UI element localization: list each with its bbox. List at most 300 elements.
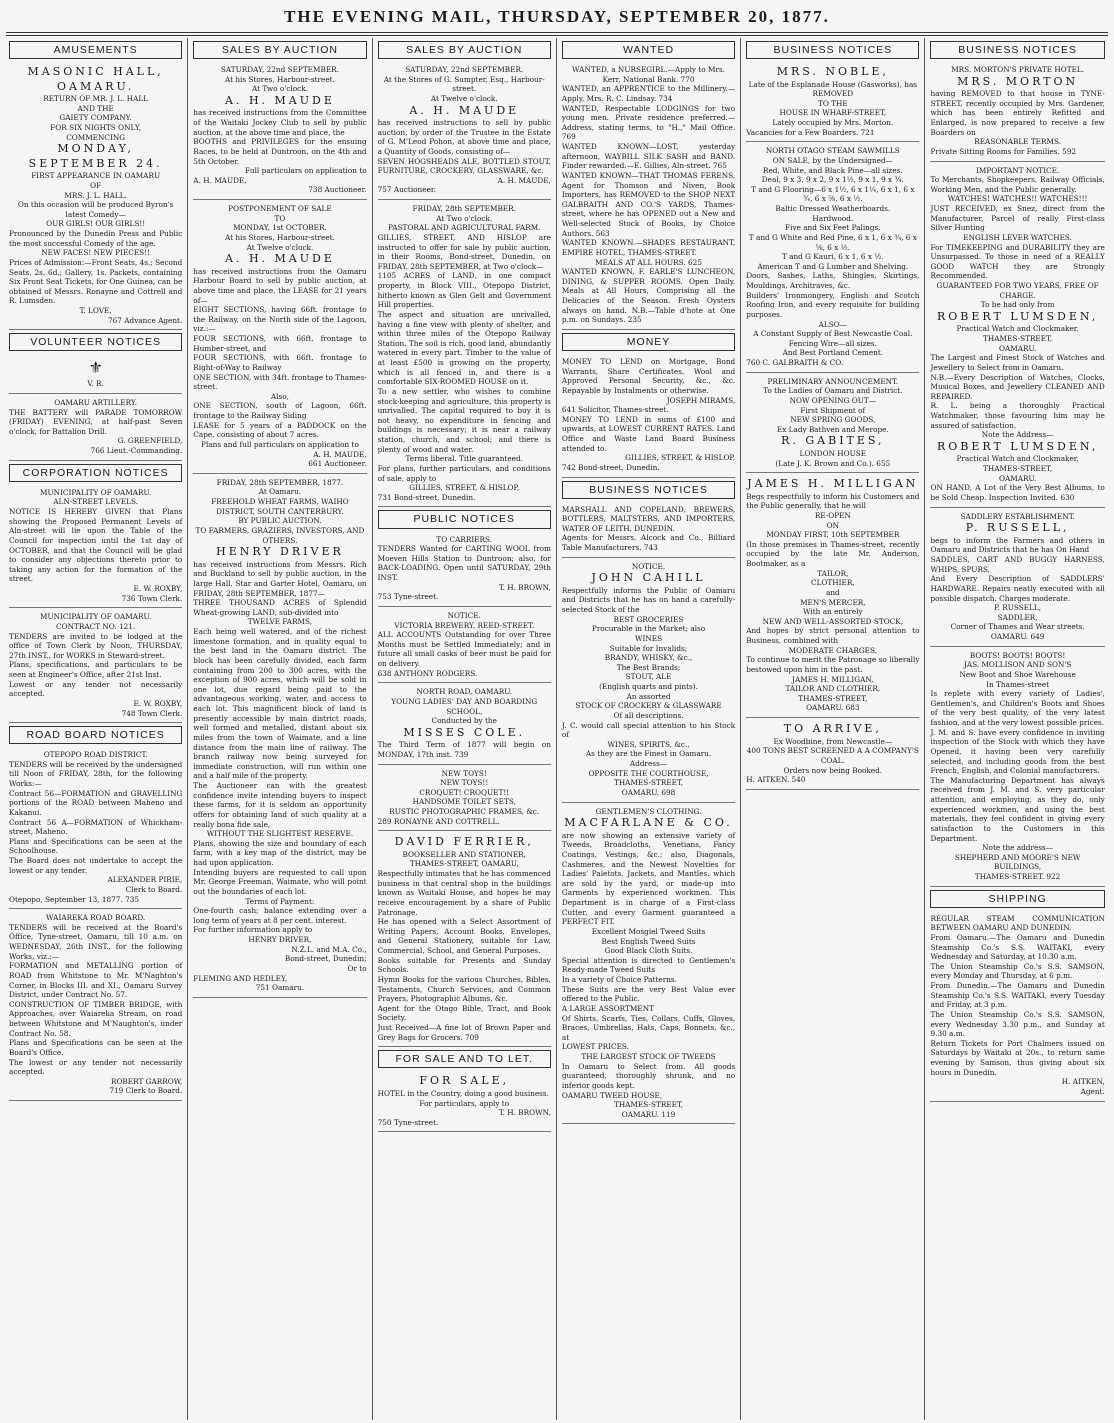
advertisement bbox=[378, 767, 551, 832]
ad-line: MISSES COLE. bbox=[403, 725, 526, 739]
advertisement bbox=[930, 649, 1104, 887]
section-heading: AMUSEMENTS bbox=[9, 41, 182, 59]
ad-line: 757 Auctioneer. bbox=[377, 185, 436, 195]
section-heading: SHIPPING bbox=[930, 890, 1104, 908]
ad-line: These Suits are the very Best Value ever offered to the Public. bbox=[561, 984, 736, 1004]
ad-line: Books suitable for Presents and Sunday Schools. bbox=[377, 955, 551, 975]
advertisement bbox=[378, 63, 551, 200]
ad-line: 641 Solicitor, Thames-street. bbox=[561, 405, 669, 415]
ad-line: JAS. MOLLISON AND SON'S bbox=[963, 660, 1072, 670]
ad-line: PRELIMINARY ANNOUNCEMENT. bbox=[767, 376, 899, 386]
ad-line: Agent. bbox=[1080, 1086, 1105, 1096]
ad-line: GENTLEMEN'S CLOTHING. bbox=[595, 806, 702, 816]
ad-line: The Largest and Finest Stock of Watches and Jewellery to Select from in Oamaru. bbox=[930, 353, 1105, 372]
ad-line: Full particulars on application to bbox=[244, 166, 367, 176]
ad-line: SATURDAY, 22nd SEPTEMBER. bbox=[220, 65, 339, 75]
ad-line: THAMES-STREET, bbox=[798, 693, 868, 703]
ad-line: Address— bbox=[629, 759, 668, 769]
ad-line: Note the address— bbox=[982, 843, 1054, 853]
ad-line: MONDAY FIRST, 10th SEPTEMBER bbox=[766, 530, 900, 540]
ad-line: A LARGE ASSORTMENT bbox=[561, 1003, 654, 1013]
crest-icon: ⚜ bbox=[88, 358, 103, 378]
ad-line: NEW TOYS!! bbox=[440, 778, 489, 788]
column-6 bbox=[925, 38, 1109, 1420]
ad-line: As they are the Finest in Oamaru. bbox=[585, 749, 712, 759]
ad-line: THAMES-STREET, bbox=[983, 334, 1053, 344]
advertisement bbox=[9, 486, 182, 609]
ad-line: FLEMING AND HEDLEY, bbox=[193, 973, 288, 983]
ad-line: Note the Address— bbox=[981, 430, 1054, 440]
ad-line: Intending buyers are requested to call upon Mr. George Freeman, Waimate, who will point out the boundaries of each lot. bbox=[193, 867, 367, 896]
ad-line: WANTED, Respectable LODGINGS for two young men. Private residence preferred.—Address, stating terms, to "H.," Mail Office. 769 bbox=[561, 103, 736, 142]
ad-line: To continue to merit the Patronage so liberally bestowed upon him in the past. bbox=[746, 655, 920, 674]
ad-line: Return Tickets for Port Chalmers issued on Saturdays by Waitaki at 20s., to return same evening by Samson, thus giving about six hours in Dunedin. bbox=[930, 1038, 1105, 1077]
section-heading: BUSINESS NOTICES bbox=[746, 41, 919, 59]
advertisement bbox=[746, 144, 919, 372]
section-heading: MONEY bbox=[562, 333, 735, 351]
ad-line: ALL ACCOUNTS Outstanding for over Three Months must be Settled Immediately; and in future all small casks of beer must be paid for on delivery. bbox=[377, 630, 551, 669]
ad-line: NOTICE. bbox=[447, 610, 481, 620]
ad-line: Conducted by the bbox=[431, 716, 497, 726]
ad-line: Plans and Specifications can be seen at the Board's Office. bbox=[9, 1038, 183, 1057]
advertisement bbox=[746, 63, 919, 142]
ad-line: HOTEL in the Country, doing a good business. bbox=[377, 1088, 549, 1098]
ad-line: Of Shirts, Scarfs, Ties, Collars, Cuffs, Gloves, Braces, Umbrellas, Hats, Caps, Bonnets, &c., at bbox=[561, 1013, 736, 1042]
ad-line: 753 Tyne-street. bbox=[377, 592, 439, 602]
ad-line: RE-OPEN bbox=[814, 510, 851, 520]
ad-line: BEST GROCERIES bbox=[613, 614, 684, 624]
ad-line: THE BATTERY will PARADE TOMORROW (FRIDAY) EVENING, at half-past Seven o'clock, for Battalion Drill. bbox=[9, 407, 183, 436]
ad-line: FREEHOLD WHEAT FARMS, WAIHO DISTRICT, SOUTH CANTERBURY. bbox=[211, 497, 349, 516]
ad-line: THE LARGEST STOCK OF TWEEDS bbox=[581, 1052, 716, 1062]
ad-line: SATURDAY, 22nd SEPTEMBER. bbox=[405, 65, 524, 75]
ad-line: He has opened with a Select Assortment of Writing Papers, Account Books, Envelopes, and General Stationery, suitable for Law, Commercial, School, and General Purposes. bbox=[377, 917, 551, 956]
advertisement bbox=[9, 748, 182, 909]
ad-line: has received instructions from the Committee of the Waitaki Jockey Club to sell by public auction, at the above time and place, the bbox=[193, 108, 367, 137]
ad-line: 760 C. GALBRAITH & CO. bbox=[746, 358, 844, 368]
ad-line: WANTED KNOWN, F. EARLE'S LUNCHEON, DINING, & SUPPER ROOMS. Open Daily. Meals at All Hours, Comprising all the Delicacies of the Season. Fresh Oysters always on hand. N.B.—Table d'hote at One p.m. on Sundays. 235 bbox=[561, 267, 736, 325]
ad-line: Best English Tweed Suits bbox=[601, 936, 696, 946]
ad-line: (English quarts and pints). bbox=[599, 682, 698, 692]
ad-line: WINES bbox=[634, 633, 663, 643]
ad-line: MONEY TO LEND on Mortgage, Bond Warrants, Share Certificates, Wool and Approved Personal Security, &c., &c. Repayable by Instalments or otherwise. bbox=[561, 357, 736, 395]
advertisement bbox=[193, 202, 366, 474]
ad-line: (In those premises in Thames-street, recently occupied by the late Mr. Anderson, Bootmaker, as a bbox=[746, 539, 920, 569]
ad-line: MONDAY, SEPTEMBER 24. bbox=[28, 142, 163, 170]
ad-line: Clerk to Board. bbox=[125, 884, 183, 894]
ad-line: ON HAND, A Lot of the Very Best Albums, to be Sold Cheap. Inspection Invited. 630 bbox=[930, 483, 1105, 502]
ad-line: The aspect and situation are unrivalled, having a fine view with plenty of shelter, and within three miles of the Otepopo Railway Station. The soil is rich, good land, abundantly watered in every part. Timber to the value of at least £500 is growing on the property, which is all fenced in, and there is a comfortable SIX-ROOMED HOUSE on it. bbox=[377, 309, 551, 387]
ad-line: NEW AND WELL-ASSORTED STOCK, bbox=[762, 616, 904, 626]
ad-line: OAMARU. 649 bbox=[990, 632, 1045, 641]
ad-line: TAILOR AND CLOTHIER, bbox=[785, 684, 881, 694]
ad-line: OPPOSITE THE COURTHOUSE, bbox=[588, 768, 709, 778]
ad-line: TENDERS will be received at the Board's Office, Tyne-street, Oamaru, till 10 a.m. on WEDNESDAY, 26th INST., for the following Works, viz.:— bbox=[9, 922, 183, 961]
ad-line: 767 Advance Agent. bbox=[108, 315, 183, 325]
ad-line: At Oamaru. bbox=[258, 487, 302, 497]
ad-line: The Auctioneer can with the greatest confidence invite intending buyers to inspect these farms, for it is seldom an opportunity offers for obtaining land of such quality at a really bona fide sale, bbox=[193, 781, 367, 829]
ad-line: MODERATE CHARGES, bbox=[788, 645, 878, 655]
ad-line: Terms liberal. Title guaranteed. bbox=[405, 454, 523, 464]
ad-line: YOUNG LADIES' DAY AND BOARDING SCHOOL, bbox=[391, 696, 538, 716]
ad-line: Each being well watered, and of the richest limestone formation, and in quality equal to the best land in the Oamaru district. The block has been carefully divided, each farm containing from 200 to 300 acres, with the exception of 900 acres, which will be sold in one lot, due regard being paid to the advantageous working, water, and access to each lot. This magnificent block of land is presently accessible by main district roads, well formed and metalled, distant about six miles from the town of Waimate, and a line distance from the main line of railway. The branch railway now being surveyed for immediate construction, will run within one and a half mile of the property. bbox=[193, 627, 367, 781]
ad-line: JAMES H. MILLIGAN bbox=[747, 477, 919, 491]
ad-line: NOTICE. bbox=[631, 561, 666, 571]
ad-line: NEW SPRING GOODS, bbox=[790, 415, 876, 425]
advertisement bbox=[930, 164, 1104, 508]
advertisement bbox=[378, 833, 551, 1047]
ad-line: A. H. MAUDE, bbox=[193, 175, 247, 185]
ad-line: 742 Bond-street, Dunedin. bbox=[561, 462, 660, 472]
ad-line: Bond-street, Dunedin; bbox=[284, 954, 367, 964]
ad-line: THAMES-STREET, OAMARU, bbox=[409, 859, 519, 869]
section-heading: CORPORATION NOTICES bbox=[9, 464, 182, 482]
masthead-rule bbox=[6, 32, 1108, 33]
ad-line: RETURN OF MR. J. L. HALL bbox=[43, 94, 149, 104]
ad-line: Respectfully intimates that he has commenced business in that central shop in the buildings known as Waitaki House, and hopes he may receive encouragement by a share of Public Patronage. bbox=[377, 869, 551, 917]
ad-line: At Two o'clock. bbox=[436, 213, 493, 223]
ad-line: 638 ANTHONY RODGERS. bbox=[377, 668, 478, 678]
ad-line: Plans, showing the size and boundary of each farm, with a key map of the district, may be had upon application. bbox=[193, 838, 367, 868]
ad-line: Practical Watch and Clockmaker, bbox=[956, 454, 1079, 464]
ad-line: GILLIES, STREET, & HISLOP, bbox=[625, 453, 736, 463]
ad-line: 289 RONAYNE AND COTTRELL. bbox=[377, 816, 500, 826]
ad-line: ON SALE, by the Undersigned— bbox=[772, 155, 893, 165]
ad-line: OF bbox=[90, 180, 102, 190]
ad-line: And hopes by strict personal attention to Business, combined with bbox=[746, 626, 920, 646]
ad-line: SHEPHERD AND MOORE'S NEW BUILDINGS, bbox=[954, 852, 1081, 872]
ad-line: POSTPONEMENT OF SALE bbox=[228, 204, 332, 214]
ad-line: Red, White, and Black Pine—all sizes. bbox=[763, 165, 903, 175]
ad-line: Begs respectfully to inform his Customers and the Public generally, that he will bbox=[746, 491, 920, 511]
ad-line: MEN'S MERCER, bbox=[800, 597, 866, 607]
royal-cipher bbox=[9, 355, 182, 394]
ad-line: N.B.—Every Description of Watches, Clocks, Musical Boxes, and Jewellery CLEANED AND REPAIRED. bbox=[930, 372, 1105, 401]
ad-line: The Union Steamship Co.'s S.S. SAMSON, every Monday and Thursday, at 6 p.m. bbox=[930, 961, 1105, 981]
ad-line: CONSTRUCTION OF TIMBER BRIDGE, with Approaches, over Waiareka Stream, on road between Whitstone and M'Naughton's, under Contract No. 58. bbox=[9, 999, 183, 1038]
ad-line: Hymn Books for the various Churches, Bibles, Testaments, Church Services, and Common Prayers, Photographic Albums, &c. bbox=[377, 974, 551, 1004]
ad-line: CLOTHIER, bbox=[811, 578, 855, 588]
ad-line: From Oamaru.—The Oamaru and Dunedin Steamship Co.'s S.S. WAITAKI, every Wednesday and Saturday, at 10.30 a.m. bbox=[930, 932, 1105, 962]
ad-line: LONDON HOUSE bbox=[799, 448, 867, 458]
ad-line: For plans, further particulars, and conditions of sale, apply to bbox=[377, 463, 551, 483]
ad-line: JOHN CAHILL bbox=[591, 571, 706, 585]
ad-line: To Merchants, Shopkeepers, Railway Officials, Working Men, and the Public generally. bbox=[930, 175, 1105, 194]
ad-line: FOR SIX NIGHTS ONLY, bbox=[50, 122, 142, 132]
ad-line: JUST RECEIVED, ex Snez, direct from the Manufacturer, Parcel of really First-class Silver Hunting bbox=[930, 204, 1105, 233]
ad-line: At Twelve o'clock. bbox=[430, 93, 498, 103]
advertisement bbox=[562, 355, 735, 478]
ad-line: GAIETY COMPANY. bbox=[59, 113, 132, 123]
ad-line: BOOTHS and PRIVILEGES for the ensuing Races, to be held at Duntroon, on the 4th and 5th October. bbox=[193, 137, 367, 166]
ad-line: Excellent Mosgiel Tweed Suits bbox=[591, 926, 706, 936]
ad-line: For further information apply to bbox=[193, 925, 313, 935]
ad-line: 748 Town Clerk. bbox=[121, 708, 183, 718]
advertisement bbox=[746, 375, 919, 474]
ad-line: E. W. ROXBY, bbox=[133, 698, 183, 708]
ad-line: Lowest or any tender not necessarily accepted. bbox=[9, 679, 183, 699]
ad-line: WANTED KNOWN—LOST, yesterday afternoon, WAYBILL SILK SASH and BAND. Finder rewarded.—E. Gillies, Aln-street. 765 bbox=[561, 142, 736, 171]
advertisement bbox=[378, 685, 551, 764]
ad-line: WITHOUT THE SLIGHTEST RESERVE. bbox=[206, 829, 354, 839]
ad-line: has received instructions from the Oamaru Harbour Board to sell by public auction, at above time and place, the LEASE for 21 years of— bbox=[193, 266, 367, 305]
ad-line: HOUSE IN WHARF-STREET, bbox=[779, 108, 887, 118]
ad-line: Special attention is directed to Gentlemen's Ready-made Tweed Suits bbox=[561, 955, 736, 975]
section-heading: ROAD BOARD NOTICES bbox=[9, 726, 182, 744]
ad-line: ROBERT GARROW, bbox=[110, 1076, 183, 1086]
advertisement bbox=[562, 805, 735, 1125]
ad-line: OTEPOPO ROAD DISTRICT. bbox=[43, 750, 148, 760]
ad-line: MUNICIPALITY OF OAMARU. bbox=[40, 487, 152, 497]
ad-line: 1105 ACRES of LAND, in one compact property, in Block VIII., Otepopo District, hitherto known as Glen Gelt and Government Hill properties. bbox=[377, 271, 551, 310]
ad-line: FOR SALE, bbox=[419, 1074, 510, 1088]
ad-line: A. H. MAUDE bbox=[225, 252, 335, 266]
ad-line: At his Stores, Harbour-street. bbox=[224, 74, 335, 84]
ad-line: Is replete with every variety of Ladies', Gentlemen's, and Children's Boots and Shoes of the very best quality, of the very latest fashion, and at the very lowest possible prices. bbox=[930, 689, 1105, 727]
ad-line: TENDERS will be received by the undersigned till Noon of FRIDAY, 28th, for the following Works:— bbox=[9, 759, 183, 789]
ad-line: 738 Auctioneer. bbox=[308, 185, 367, 195]
ad-line: MONDAY, 1st OCTOBER. bbox=[233, 223, 327, 233]
ad-line: The Best Brands; bbox=[616, 662, 681, 672]
ad-line: Otepopo, September 13, 1877. 735 bbox=[9, 894, 140, 904]
ad-line: T. LOVE, bbox=[79, 306, 112, 315]
ad-line: AND THE bbox=[77, 103, 114, 113]
ad-line: 766 Lieut.-Commanding. bbox=[90, 446, 183, 456]
ad-line: The Board does not undertake to accept the lowest or any tender. bbox=[9, 856, 183, 875]
ad-line: 750 Tyne-street. bbox=[377, 1117, 439, 1127]
ad-line: FRIDAY, 28th SEPTEMBER, 1877. bbox=[216, 477, 344, 487]
ad-line: OAMARU ARTILLERY. bbox=[54, 397, 138, 407]
advertisement bbox=[746, 720, 919, 790]
advertisement bbox=[9, 63, 182, 330]
ad-line: SEVEN HOGSHEADS ALE, BOTTLED STOUT, FURNITURE, CROCKERY, GLASSWARE, &c. bbox=[377, 156, 551, 176]
ad-line: The lowest or any tender not necessarily accepted. bbox=[9, 1057, 183, 1077]
ad-line: BRANDY, WHISKY, &c., bbox=[604, 653, 693, 663]
ad-line: WINES, SPIRITS, &c., bbox=[607, 739, 690, 749]
ad-line: OUR GIRLS! OUR GIRLS!! bbox=[46, 219, 146, 229]
ad-line: OAMARU. 698 bbox=[621, 787, 676, 797]
ad-line: J. C. would call special attention to his Stock of bbox=[561, 720, 736, 740]
ad-line: OAMARU. 119 bbox=[621, 1109, 676, 1119]
ad-line: ONE SECTION, with 34ft. frontage to Thames-street. bbox=[193, 372, 367, 392]
advertisement bbox=[193, 476, 366, 998]
ad-line: Pronounced by the Dunedin Press and Public the most successful Comedy of the age. bbox=[9, 229, 183, 248]
ad-line: Agent for the Otago Bible, Tract, and Book Society. bbox=[377, 1003, 551, 1023]
ad-line: THAMES-STREET, bbox=[613, 778, 684, 788]
ad-line: REMOVED bbox=[812, 89, 854, 99]
ad-line: MACFARLANE & CO. bbox=[564, 816, 733, 830]
ad-line: HENRY DRIVER bbox=[216, 545, 344, 559]
ad-line: MRS. MORTON bbox=[957, 74, 1079, 88]
ad-line: ALN-STREET LEVELS. bbox=[53, 497, 139, 507]
ad-line: TENDERS are invited to be lodged at the office of Town Clerk by Noon, THURSDAY, 27th INST., for WORKS in Steward-street. bbox=[9, 631, 183, 660]
ad-line: A. H. MAUDE, bbox=[497, 175, 551, 185]
ad-line: WATCHES! WATCHES!! WATCHES!!! bbox=[947, 194, 1088, 204]
ad-line: FORMATION and METALLING portion of ROAD from Whitstone to Mr. M'Naghton's Corner, in Blocks III. and XI., Oamaru Survey District, under Contract No. 57. bbox=[9, 961, 183, 1000]
ad-line: New Boot and Shoe Warehouse bbox=[959, 669, 1076, 679]
ad-line: In Oamaru to Select from. All goods guaranteed, thoroughly shrunk, and no inferior goods kept. bbox=[561, 1061, 736, 1090]
ad-line: ONE SECTION, south of Lagoon, 66ft. frontage to the Railway Siding bbox=[193, 401, 367, 421]
ad-line: GUARANTEED FOR TWO YEARS, FREE OF CHARGE. bbox=[936, 281, 1099, 300]
ad-line: MUNICIPALITY OF OAMARU. bbox=[40, 612, 152, 622]
ad-line: Suitable for Invalids; bbox=[609, 643, 688, 653]
ad-line: BOOKSELLER AND STATIONER, bbox=[402, 849, 526, 859]
ad-line: Orders now being Booked. bbox=[783, 765, 883, 775]
advertisement bbox=[9, 396, 182, 461]
ad-line: FRIDAY, 28th SEPTEMBER. bbox=[412, 204, 516, 214]
section-heading: SALES BY AUCTION bbox=[378, 41, 551, 59]
ad-line: The Manufacturing Department has always received from J. M. and S. very particular attention, and employing, as they do, only experienced workmen, and using the best materials, they feel confident in giving every satisfaction to the Customers in this Department. bbox=[930, 775, 1105, 843]
ad-line: NORTH OTAGO STEAM SAWMILLS bbox=[765, 146, 900, 156]
ad-line: Prices of Admission:—Front Seats, 4s.; Second Seats, 2s. 6d.; Gallery, 1s. Packets, containing Six Front Seat Tickets, for One Guinea, can be obtained of Messrs. Ronayne and Cottrell and R. Lumsden. bbox=[9, 257, 183, 306]
ad-line: R. GABITES, bbox=[781, 434, 885, 448]
column-2 bbox=[188, 38, 372, 1420]
ad-line: From Dunedin.—The Oamaru and Dunedin Steamship Co.'s S.S. WAITAKI, every Tuesday and Friday, at 3 p.m. bbox=[930, 981, 1105, 1010]
ad-line: has received instructions from Messrs. Rich and Buckland to sell by public auction, in the large Hall, Star and Garter Hotel, Oamaru, on FRIDAY, 28th SEPTEMBER, 1877— bbox=[193, 559, 367, 598]
ad-line: At the Stores of G. Sumpter, Esq., Harbour-street. bbox=[383, 74, 545, 94]
ad-line: Practical Watch and Clockmaker, bbox=[956, 324, 1079, 334]
ad-line: BOOTS! BOOTS! BOOTS! bbox=[969, 650, 1066, 660]
ad-line: Plans, specifications, and particulars to be seen at Engineer's Office, after 21st Inst. bbox=[9, 660, 183, 679]
ad-line: Contract 56 A—FORMATION of Whickham-street, Maheno. bbox=[9, 817, 183, 837]
ad-line: DAVID FERRIER, bbox=[394, 835, 534, 849]
ad-line: WANTED, a NURSEGIRL.—Apply to Mrs. Kerr, National Bank. 770 bbox=[572, 65, 726, 84]
ad-line: Contract 56—FORMATION and GRAVELLING portions of the ROAD between Maheno and Kakanui. bbox=[9, 788, 183, 817]
ad-line: REASONABLE TERMS. bbox=[974, 137, 1062, 147]
ad-line: STOUT, ALE bbox=[625, 672, 672, 682]
ad-line: Builders' Ironmongery, English and Scotch Roofing Iron, and every requisite for building purposes. bbox=[746, 290, 920, 319]
ad-line: TWELVE FARMS, bbox=[247, 617, 313, 627]
advertisement bbox=[378, 1072, 551, 1132]
ad-line: In Thames-street bbox=[986, 679, 1050, 689]
ad-line: SADDLERY ESTABLISHMENT. bbox=[960, 511, 1075, 521]
ad-line: H. AITKEN, bbox=[1061, 1077, 1105, 1087]
section-heading: VOLUNTEER NOTICES bbox=[9, 333, 182, 351]
ad-line: 731 Bond-street, Dunedin. bbox=[377, 492, 476, 502]
ad-line: Plans and full particulars on application to bbox=[201, 439, 359, 449]
ad-line: FOUR SECTIONS, with 66ft. frontage to Right-of-Way to Railway bbox=[193, 353, 367, 372]
ad-line: To a new settler, who wishes to combine stock-keeping and agriculture, this property is unrivalled. The capital required to buy it is not heavy, no expenditure in fencing and buildings is necessary; it is near a railway station, church, and school; and there is plenty of wood and water. bbox=[377, 386, 551, 454]
ad-line: At Two o'clock. bbox=[251, 84, 308, 94]
ad-line: Lately occupied by Mrs. Morton. bbox=[772, 118, 894, 128]
masthead-rule-2 bbox=[6, 35, 1108, 36]
ad-line: At Twelve o'clock. bbox=[246, 242, 314, 252]
ad-line: A Constant Supply of Best Newcastle Coal. bbox=[753, 329, 913, 339]
column-4 bbox=[557, 38, 741, 1420]
ad-line: In a variety of Choice Patterns. bbox=[561, 975, 677, 985]
ad-line: MONEY TO LEND in sums of £100 and upwards, at LOWEST CURRENT RATES. Land Office and Waste Land Board Business attended to. bbox=[561, 414, 736, 453]
ad-line: Hardwood. bbox=[812, 213, 854, 223]
ad-line: With an entirely bbox=[803, 607, 863, 617]
ad-line: THAMES-STREET. 922 bbox=[974, 872, 1061, 881]
ad-line: WANTED KNOWN—THAT THOMAS FERENS, Agent for Thomson and Niven, Book Importers, has REMOVED to the SHOP NEXT GALBRAITH AND CO.'S YARDS, Thames-street, where he has OPENED out a New and Well-selected Stock of Books, by Choice Authors. 563 bbox=[561, 170, 736, 238]
columns bbox=[4, 38, 1110, 1420]
ad-line: COMMENCING bbox=[66, 132, 126, 142]
ad-line: WAIAREKA ROAD BOARD. bbox=[46, 913, 146, 923]
ad-line: Respectfully informs the Public of Oamaru and Districts that he has on hand a carefully-selected Stock of the bbox=[561, 585, 736, 615]
ad-line: MARSHALL AND COPELAND, BREWERS, BOTTLERS, MALTSTERS, AND IMPORTERS, WATER OF LEITH, DUNEDIN. bbox=[561, 504, 736, 533]
ad-line: OAMARU TWEED HOUSE, bbox=[561, 1090, 663, 1100]
ad-line: G. GREENFIELD, bbox=[117, 436, 183, 446]
column-5 bbox=[741, 38, 925, 1420]
ad-line: Of all descriptions. bbox=[613, 710, 684, 720]
ad-line: are now showing an extensive variety of Tweeds, Broadcloths, Venetians, Fancy Coatings, Vestings, &c.; also, Diagonals, Cashmeres, and the Newest Novelties for Ladies' Paletots, Jackets, and Mantles, which are sold by the yard, or made-up into Garments by experienced workmen. This Department is in charge of a First-class Cutter, and every Garment guaranteed a PERFECT FIT. bbox=[561, 830, 736, 927]
column-1 bbox=[4, 38, 188, 1420]
ad-line: 719 Clerk to Board. bbox=[109, 1086, 183, 1096]
ad-line: At his Stores, Harbour-street. bbox=[224, 232, 335, 242]
ad-line: CROQUET! CROQUET!! bbox=[419, 787, 510, 797]
ad-line: NEW FACES! NEW PIECES!! bbox=[41, 248, 151, 258]
section-heading: WANTED bbox=[562, 41, 735, 59]
ad-line: SADDLES, CART AND BUGGY HARNESS, WHIPS, SPURS, bbox=[930, 555, 1105, 574]
ad-line: Deal, 9 x 3, 9 x 2, 9 x 1½, 9 x 1, 9 x ¾. bbox=[761, 175, 904, 185]
ad-line: MRS. MORTON'S PRIVATE HOTEL. bbox=[951, 65, 1085, 75]
ad-line: Doors, Sashes, Laths, Shingles, Skirtings, Mouldings, Architraves, &c. bbox=[746, 271, 920, 291]
ad-line: T and G Kauri, 6 x 1, 6 x ½. bbox=[781, 252, 884, 262]
ad-line: STOCK OF CROCKERY & GLASSWARE bbox=[575, 701, 722, 711]
ad-line: THAMES-STREET, bbox=[983, 464, 1053, 474]
ad-line: MRS. J. L. HALL. bbox=[64, 190, 127, 200]
ad-line: T. H. BROWN, bbox=[498, 1108, 551, 1118]
ad-line: JOSEPH MIRAMS, bbox=[666, 395, 736, 405]
ad-line: P. RUSSELL, bbox=[965, 521, 1070, 535]
ad-line: THREE THOUSAND ACRES of Splendid Wheat-growing LAND, sub-divided into bbox=[193, 598, 367, 617]
ad-line: A. H. MAUDE, bbox=[313, 449, 367, 459]
ad-line: TO CARRIERS. bbox=[436, 534, 493, 544]
ad-line: And Every Description of SADDLERS' HARDWARE. Repairs neatly executed with all possible dispatch. Charges moderate. bbox=[930, 574, 1105, 603]
advertisement bbox=[562, 503, 735, 558]
ad-line: ALSO— bbox=[818, 319, 848, 329]
ad-line: CONTRACT NO. 121. bbox=[56, 621, 136, 631]
advertisement bbox=[562, 63, 735, 330]
ad-line: TO ARRIVE, bbox=[783, 722, 882, 736]
ad-line: WANTED, an APPRENTICE to the Millinery.—Apply, Mrs. R. C. Lindsay. 734 bbox=[561, 84, 736, 103]
ad-line: JAMES H. MILLIGAN, bbox=[792, 674, 874, 684]
ad-line: T. H. BROWN, bbox=[498, 582, 551, 592]
ad-line: ALEXANDER PIRIE, bbox=[107, 875, 183, 885]
section-heading: BUSINESS NOTICES bbox=[930, 41, 1104, 59]
ad-line: GILLIES, STREET, AND HISLOP are instructed to offer for sale by public auction, in their Rooms, Bond-street, Dunedin, on FRIDAY, 28th SEPTEMBER, at Two o'clock— bbox=[377, 232, 551, 271]
column-3 bbox=[373, 38, 557, 1420]
ad-line: The Union Steamship Co.'s S.S. SAMSON, every Wednesday 3.30 p.m., and Sunday at 9.30 a.m. bbox=[930, 1009, 1105, 1039]
ad-line: MRS. NOBLE, bbox=[776, 65, 889, 79]
ad-line: OAMARU. 683 bbox=[806, 703, 860, 713]
section-heading: BUSINESS NOTICES bbox=[562, 481, 735, 499]
advertisement bbox=[378, 533, 551, 607]
advertisement bbox=[930, 912, 1104, 1102]
ad-line: LOWEST PRICES. bbox=[561, 1042, 629, 1052]
section-heading: FOR SALE AND TO LET. bbox=[378, 1050, 551, 1068]
ad-line: For TIMEKEEPING and DURABILITY they are Unsurpassed. To those in need of a REALLY GOOD WATCH they are Strongly Recommended. bbox=[930, 242, 1105, 281]
ad-line: Just Received—A fine lot of Brown Paper and Grey Bags for Grocers. 709 bbox=[377, 1023, 551, 1042]
ad-line: THAMES-STREET, bbox=[613, 1100, 684, 1110]
advertisement bbox=[9, 911, 182, 1101]
ad-line: RUSTIC PHOTOGRAPHIC FRAMES, &c. bbox=[389, 807, 540, 817]
ad-line: GILLIES, STREET, & HISLOP, bbox=[409, 483, 520, 493]
ad-line: Also, bbox=[270, 391, 289, 401]
ad-line: Procurable in the Market; also bbox=[591, 624, 706, 634]
ad-line: 400 TONS BEST SCREENED A A COMPANY'S COAL. bbox=[746, 746, 919, 765]
ad-line: R. L. being a thoroughly Practical Watchmaker, those favouring him may be assured of satisfaction. bbox=[930, 401, 1105, 430]
ad-line: Good Black Cloth Suits. bbox=[604, 946, 693, 956]
ad-line: OAMARU. bbox=[998, 473, 1037, 483]
advertisement bbox=[9, 610, 182, 723]
ad-line: 661 Auctioneer. bbox=[308, 459, 367, 469]
ad-line: NORTH ROAD, OAMARU. bbox=[416, 687, 513, 697]
advertisement bbox=[930, 63, 1104, 162]
ad-line: Plans and Specifications can be seen at the Schoolhouse. bbox=[9, 836, 183, 856]
ad-line: Fencing Wire—all sizes. bbox=[788, 338, 877, 348]
